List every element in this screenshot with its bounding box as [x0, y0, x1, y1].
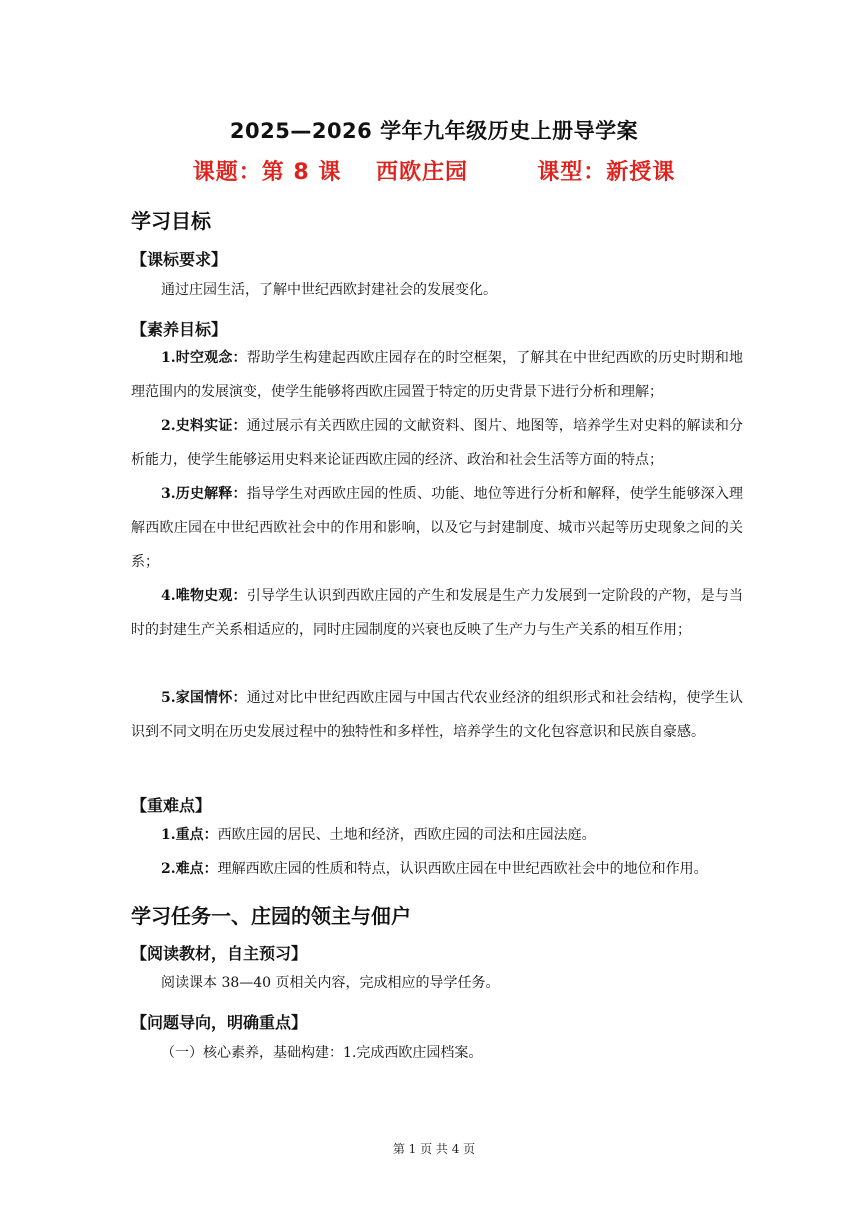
literacy-item-title: 2.史料实证：: [161, 418, 247, 434]
key-points-label: 【重难点】: [131, 796, 212, 815]
lesson-subtitle: 课题：第 8 课 西欧庄园 课型：新授课: [192, 160, 676, 185]
literacy-item-title: 4.唯物史观：: [161, 588, 247, 604]
literacy-label: 【素养目标】: [131, 320, 228, 339]
literacy-item: [131, 477, 743, 579]
curriculum-text: 通过庄园生活，了解中世纪西欧封建社会的发展变化。: [161, 282, 497, 298]
key-point-title: 2.难点：: [161, 861, 218, 877]
reading-text: 阅读课本 38—40 页相关内容，完成相应的导学任务。: [161, 975, 500, 991]
objectives-heading: 学习目标: [131, 209, 211, 233]
questions-text: （一）核心素养，基础构建：1.完成西欧庄园档案。: [161, 1045, 483, 1061]
literacy-item-title: 3.历史解释：: [161, 486, 247, 502]
key-point-text: 理解西欧庄园的性质和特点，认识西欧庄园在中世纪西欧社会中的地位和作用。: [217, 861, 708, 877]
literacy-item-text: 通过展示有关西欧庄园的文献资料、图片、地图等，培养学生对史料的解读和分析能力，使学生能够运用史料来论证西欧庄园的经济、政治和社会生活等方面的特点；: [131, 418, 744, 468]
literacy-item-text: 帮助学生构建起西欧庄园存在的时空框架，了解其在中世纪西欧的历史时期和地理范围内的发展演变，使学生能够将西欧庄园置于特定的历史背景下进行分析和理解；: [131, 350, 744, 400]
document-title: 2025—2026 学年九年级历史上册导学案: [229, 119, 639, 143]
literacy-item-title: 5.家国情怀：: [161, 690, 247, 706]
task1-heading: 学习任务一、庄园的领主与佃户: [131, 904, 411, 928]
literacy-item: [131, 681, 743, 749]
key-point-text: 西欧庄园的居民、土地和经济，西欧庄园的司法和庄园法庭。: [217, 827, 596, 843]
key-point-title: 1.重点：: [161, 827, 218, 843]
literacy-item: [131, 579, 743, 647]
page-footer: 第 1 页 共 4 页: [392, 1142, 476, 1156]
literacy-item-text: 通过对比中世纪西欧庄园与中国古代农业经济的组织形式和社会结构，使学生认识到不同文明在历史发展过程中的独特性和多样性，培养学生的文化包容意识和民族自豪感。: [131, 690, 744, 740]
key-point-item: [131, 818, 743, 852]
literacy-item: [131, 409, 743, 477]
literacy-item-text: 引导学生认识到西欧庄园的产生和发展是生产力发展到一定阶段的产物，是与当时的封建生产关系相适应的，同时庄园制度的兴衰也反映了生产力与生产关系的相互作用；: [131, 588, 744, 638]
literacy-item: [131, 341, 743, 409]
reading-label: 【阅读教材，自主预习】: [131, 944, 308, 963]
literacy-item-text: 指导学生对西欧庄园的性质、功能、地位等进行分析和解释，使学生能够深入理解西欧庄园在中世纪西欧社会中的作用和影响，以及它与封建制度、城市兴起等历史现象之间的关系；: [131, 486, 744, 570]
literacy-item-title: 1.时空观念：: [161, 350, 247, 366]
curriculum-label: 【课标要求】: [131, 250, 228, 269]
key-point-item: [131, 852, 743, 886]
questions-label: 【问题导向，明确重点】: [131, 1013, 308, 1032]
